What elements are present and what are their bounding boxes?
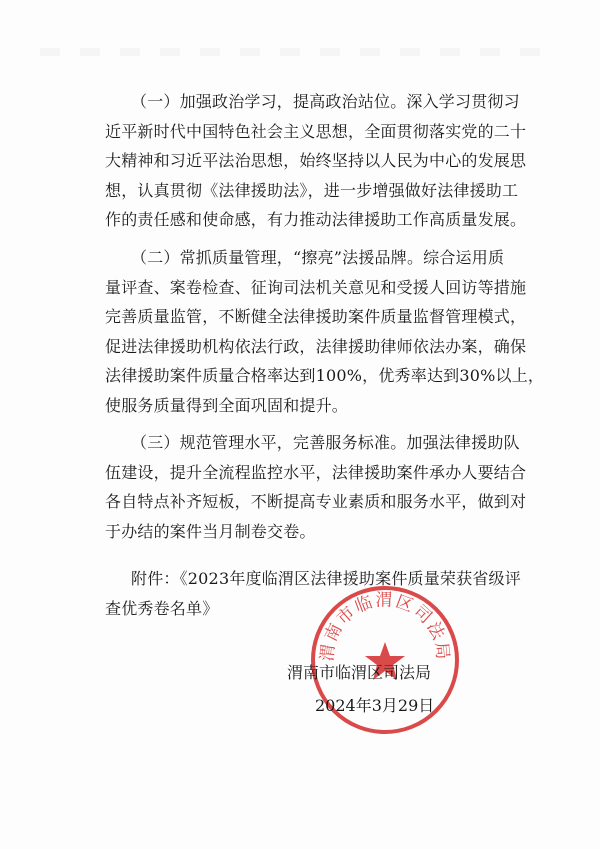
text-line: 近平新时代中国特色社会主义思想，全面贯彻落实党的二十 — [105, 121, 527, 141]
text-line: （二）常抓质量管理，“擦亮”法援品牌。综合运用质 — [131, 248, 505, 267]
section-1 — [105, 87, 527, 235]
text-line: （一）加强政治学习，提高政治站位。深入学习贯彻习 — [131, 92, 520, 111]
signature-date: 2024年3月29日 — [315, 696, 435, 715]
scan-artifact — [40, 48, 560, 56]
text-line: 法律援助案件质量合格率达到100%，优秀率达到30%以上， — [105, 366, 545, 385]
text-line: 促进法律援助机构依法行政，法律援助律师依法办案，确保 — [105, 336, 527, 356]
text-line: 各自特点补齐短板，不断提高专业素质和服务水平，做到对 — [105, 492, 527, 511]
text-line: 伍建设，提升全流程监控水平，法律援助案件承办人要结合 — [105, 462, 527, 482]
text-line: 作的责任感和使命感，有力推动法律援助工作高质量发展。 — [105, 210, 527, 229]
text-line: 想，认真贯彻《法律援助法》，进一步增强做好法律援助工 — [105, 180, 519, 200]
section-3 — [105, 428, 527, 546]
text-line: 完善质量监管，不断健全法律援助案件质量监督管理模式， — [105, 307, 527, 326]
seal-text: 渭南市临渭区司法局 — [317, 590, 453, 663]
text-line: 使服务质量得到全面巩固和提升。 — [105, 395, 349, 415]
section-2 — [105, 243, 545, 420]
text-line: 于办结的案件当月制卷交卷。 — [105, 521, 316, 541]
signature-org: 渭南市临渭区司法局 — [287, 663, 432, 682]
text-line: 查优秀卷名单》 — [105, 598, 219, 618]
text-line: （三）规范管理水平，完善服务标准。加强法律援助队 — [131, 433, 520, 452]
text-line: 附件：《2023年度临渭区法律援助案件质量荣获省级评 — [131, 569, 521, 588]
text-line: 大精神和习近平法治思想，始终坚持以人民为中心的发展思 — [105, 151, 527, 170]
text-line: 量评查、案卷检查、征询司法机关意见和受援人回访等措施 — [105, 277, 527, 297]
